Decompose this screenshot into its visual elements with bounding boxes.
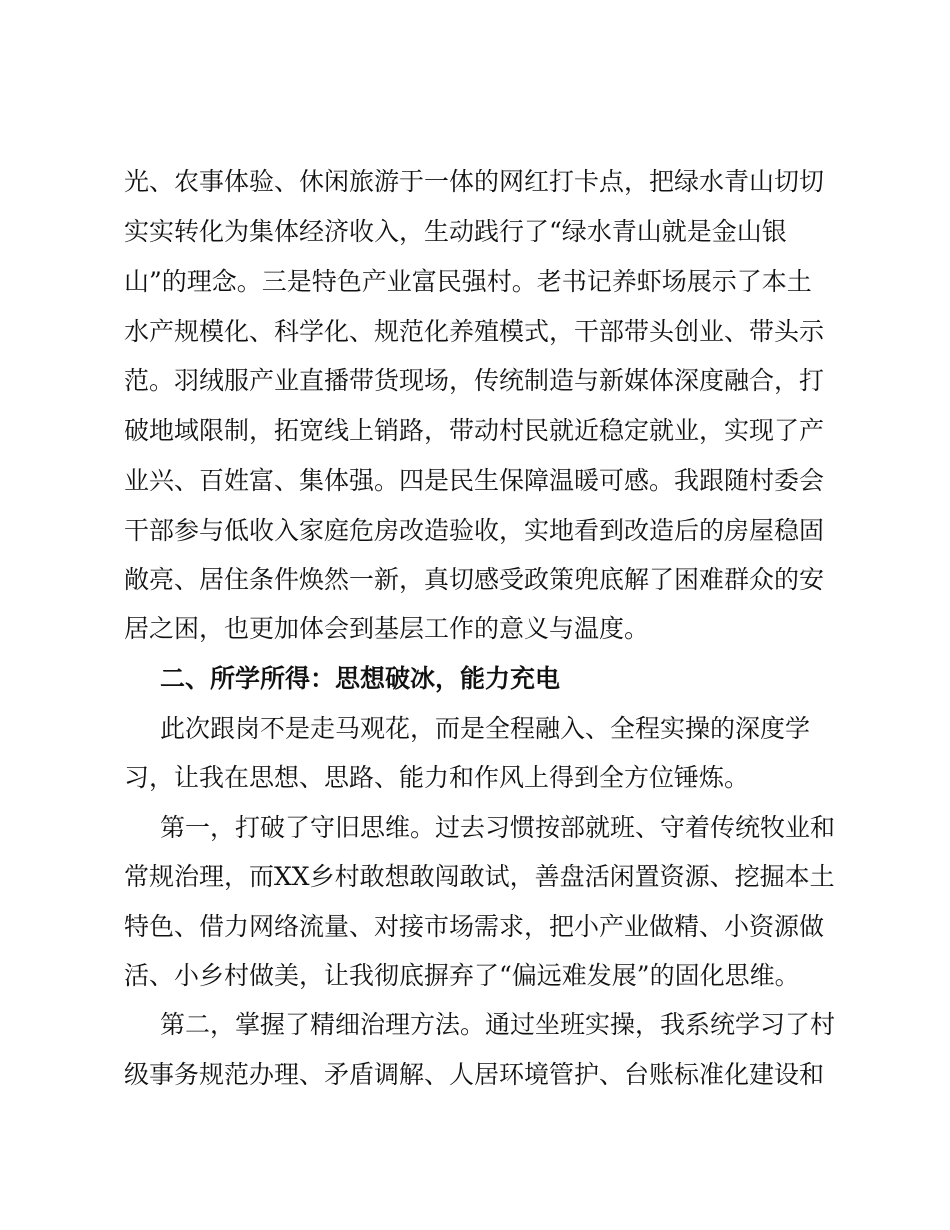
body-text-line: 业兴、百姓富、集体强。四是民生保障温暖可感。我跟随村委会 [124, 466, 825, 495]
body-text-line: 习，让我在思想、思路、能力和作风上得到全方位锤炼。 [124, 763, 750, 792]
section-heading: 二、所学所得：思想破冰，能力充电 [160, 664, 561, 693]
body-text-line: 实实转化为集体经济收入，生动践行了“绿水青山就是金山银 [124, 217, 787, 246]
body-text-line: 活、小乡村做美，让我彻底摒弃了“偏远难发展”的固化思维。 [124, 961, 800, 990]
body-text-line: 水产规模化、科学化、规范化养殖模式，干部带头创业、带头示 [124, 317, 825, 346]
body-text-line: 敞亮、居住条件焕然一新，真切感受政策兜底解了困难群众的安 [124, 565, 825, 594]
body-text-line: 干部参与低收入家庭危房改造验收，实地看到改造后的房屋稳固 [124, 516, 825, 545]
body-text-line: 级事务规范办理、矛盾调解、人居环境管护、台账标准化建设和 [124, 1060, 825, 1089]
body-text-line: 常规治理，而XX乡村敢想敢闯敢试，善盘活闲置资源、挖掘本土 [124, 862, 835, 891]
body-text-line: 山”的理念。三是特色产业富民强村。老书记养虾场展示了本土 [124, 267, 812, 296]
body-text-line: 居之困，也更加体会到基层工作的意义与温度。 [124, 614, 650, 643]
paragraph-first-line: 第一，打破了守旧思维。过去习惯按部就班、守着传统牧业和 [160, 813, 836, 842]
body-text-line: 范。羽绒服产业直播带货现场，传统制造与新媒体深度融合，打 [124, 366, 825, 395]
paragraph-first-line: 第二，掌握了精细治理方法。通过坐班实操，我系统学习了村 [160, 1010, 836, 1039]
body-text-line: 破地域限制，拓宽线上销路，带动村民就近稳定就业，实现了产 [124, 416, 825, 445]
paragraph-first-line: 此次跟岗不是走马观花，而是全程融入、全程实操的深度学 [160, 714, 811, 743]
body-text-line: 光、农事体验、休闲旅游于一体的网红打卡点，把绿水青山切切 [124, 167, 825, 196]
body-text-line: 特色、借力网络流量、对接市场需求，把小产业做精、小资源做 [124, 912, 825, 941]
